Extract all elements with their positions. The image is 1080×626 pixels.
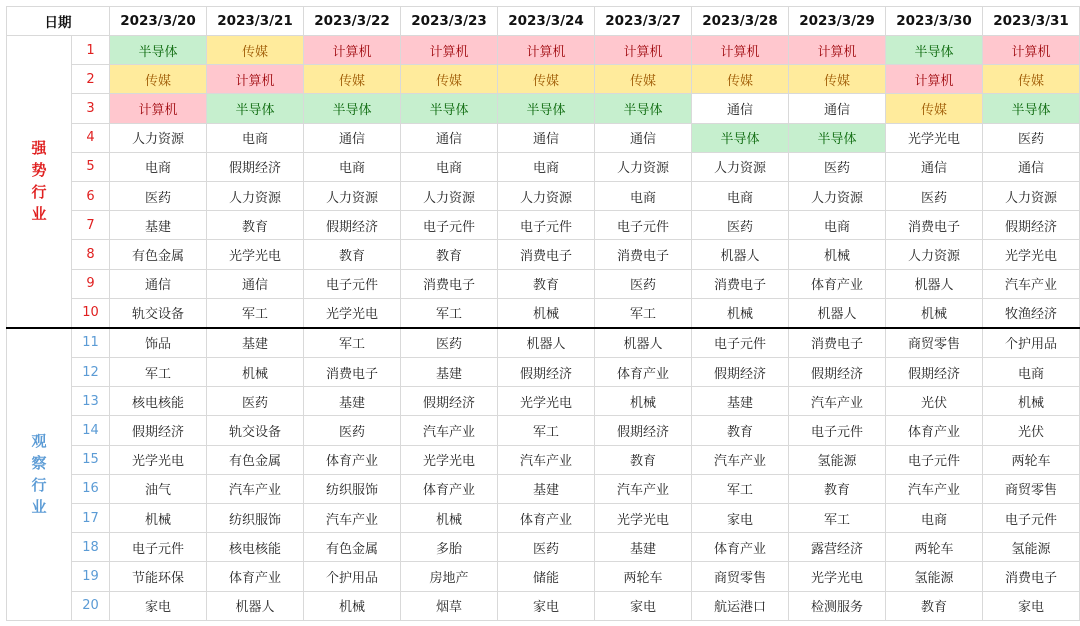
- industry-cell: 医药: [401, 328, 498, 358]
- industry-cell: 通信: [110, 269, 207, 298]
- industry-cell: 电商: [207, 123, 304, 152]
- table-row: [7, 445, 1080, 474]
- industry-cell: 体育产业: [692, 533, 789, 562]
- industry-cell: 人力资源: [692, 152, 789, 181]
- industry-cell: 假期经济: [886, 358, 983, 387]
- industry-cell: 军工: [498, 416, 595, 445]
- industry-cell: 人力资源: [595, 152, 692, 181]
- industry-cell: 电子元件: [983, 504, 1080, 533]
- industry-cell: 计算机: [886, 65, 983, 94]
- rank-cell: 9: [72, 269, 110, 298]
- industry-cell: 电商: [401, 152, 498, 181]
- industry-cell: 氢能源: [886, 562, 983, 591]
- industry-cell: 体育产业: [304, 445, 401, 474]
- industry-cell: 人力资源: [207, 181, 304, 210]
- rank-cell: 18: [72, 533, 110, 562]
- industry-cell: 机器人: [498, 328, 595, 358]
- industry-cell: 假期经济: [401, 387, 498, 416]
- industry-cell: 电子元件: [595, 211, 692, 240]
- industry-cell: 医药: [498, 533, 595, 562]
- date-header: 2023/3/27: [595, 7, 692, 36]
- industry-cell: 军工: [110, 358, 207, 387]
- industry-cell: 机械: [498, 298, 595, 328]
- industry-cell: 航运港口: [692, 591, 789, 620]
- industry-cell: 家电: [595, 591, 692, 620]
- industry-cell: 通信: [207, 269, 304, 298]
- industry-cell: 汽车产业: [789, 387, 886, 416]
- date-header: 2023/3/23: [401, 7, 498, 36]
- industry-cell: 光学光电: [110, 445, 207, 474]
- industry-cell: 消费电子: [886, 211, 983, 240]
- rank-cell: 14: [72, 416, 110, 445]
- industry-cell: 基建: [692, 387, 789, 416]
- industry-cell: 教育: [304, 240, 401, 269]
- industry-cell: 电商: [692, 181, 789, 210]
- industry-cell: 基建: [498, 474, 595, 503]
- industry-cell: 光学光电: [498, 387, 595, 416]
- industry-cell: 牧渔经济: [983, 298, 1080, 328]
- rank-cell: 11: [72, 328, 110, 358]
- industry-cell: 体育产业: [595, 358, 692, 387]
- industry-cell: 商贸零售: [886, 328, 983, 358]
- industry-cell: 消费电子: [304, 358, 401, 387]
- industry-cell: 光学光电: [886, 123, 983, 152]
- table-row: [7, 474, 1080, 503]
- industry-cell: 电商: [983, 358, 1080, 387]
- industry-cell: 光学光电: [789, 562, 886, 591]
- industry-cell: 基建: [304, 387, 401, 416]
- industry-cell: 电商: [886, 504, 983, 533]
- industry-cell: 教育: [595, 445, 692, 474]
- industry-cell: 教育: [207, 211, 304, 240]
- rank-cell: 4: [72, 123, 110, 152]
- industry-cell: 电子元件: [692, 328, 789, 358]
- industry-cell: 计算机: [498, 36, 595, 65]
- industry-cell: 消费电子: [595, 240, 692, 269]
- industry-cell: 人力资源: [110, 123, 207, 152]
- industry-cell: 半导体: [595, 94, 692, 123]
- industry-cell: 氢能源: [789, 445, 886, 474]
- industry-cell: 假期经济: [789, 358, 886, 387]
- industry-cell: 氢能源: [983, 533, 1080, 562]
- industry-cell: 机器人: [595, 328, 692, 358]
- industry-cell: 机械: [207, 358, 304, 387]
- industry-cell: 电商: [304, 152, 401, 181]
- industry-cell: 汽车产业: [498, 445, 595, 474]
- industry-cell: 军工: [304, 328, 401, 358]
- industry-cell: 光伏: [886, 387, 983, 416]
- industry-cell: 医药: [207, 387, 304, 416]
- date-header: 2023/3/22: [304, 7, 401, 36]
- industry-cell: 饰品: [110, 328, 207, 358]
- industry-cell: 体育产业: [207, 562, 304, 591]
- industry-cell: 医药: [595, 269, 692, 298]
- table-row: [7, 328, 1080, 358]
- industry-cell: 机械: [789, 240, 886, 269]
- industry-cell: 基建: [401, 358, 498, 387]
- industry-cell: 节能环保: [110, 562, 207, 591]
- industry-cell: 军工: [789, 504, 886, 533]
- rank-cell: 8: [72, 240, 110, 269]
- industry-cell: 检测服务: [789, 591, 886, 620]
- industry-cell: 人力资源: [498, 181, 595, 210]
- industry-cell: 军工: [692, 474, 789, 503]
- industry-cell: 电商: [110, 152, 207, 181]
- industry-cell: 传媒: [692, 65, 789, 94]
- industry-cell: 传媒: [401, 65, 498, 94]
- date-label: 日期: [7, 7, 110, 36]
- industry-cell: 核电核能: [110, 387, 207, 416]
- industry-cell: 通信: [304, 123, 401, 152]
- industry-cell: 机器人: [886, 269, 983, 298]
- industry-cell: 光学光电: [983, 240, 1080, 269]
- industry-cell: 半导体: [207, 94, 304, 123]
- industry-cell: 医药: [886, 181, 983, 210]
- rank-cell: 17: [72, 504, 110, 533]
- industry-cell: 汽车产业: [983, 269, 1080, 298]
- industry-cell: 医药: [110, 181, 207, 210]
- industry-cell: 汽车产业: [886, 474, 983, 503]
- industry-cell: 半导体: [983, 94, 1080, 123]
- industry-cell: 传媒: [110, 65, 207, 94]
- industry-cell: 机械: [983, 387, 1080, 416]
- industry-cell: 军工: [595, 298, 692, 328]
- table-row: [7, 181, 1080, 210]
- industry-cell: 机器人: [692, 240, 789, 269]
- industry-cell: 传媒: [498, 65, 595, 94]
- industry-cell: 油气: [110, 474, 207, 503]
- industry-cell: 人力资源: [789, 181, 886, 210]
- industry-cell: 假期经济: [498, 358, 595, 387]
- industry-cell: 汽车产业: [207, 474, 304, 503]
- industry-cell: 机器人: [207, 591, 304, 620]
- date-header: 2023/3/30: [886, 7, 983, 36]
- industry-cell: 汽车产业: [692, 445, 789, 474]
- industry-cell: 两轮车: [595, 562, 692, 591]
- industry-cell: 医药: [304, 416, 401, 445]
- industry-cell: 半导体: [304, 94, 401, 123]
- industry-cell: 轨交设备: [207, 416, 304, 445]
- industry-cell: 机器人: [789, 298, 886, 328]
- industry-cell: 家电: [110, 591, 207, 620]
- industry-cell: 假期经济: [692, 358, 789, 387]
- industry-cell: 露营经济: [789, 533, 886, 562]
- industry-cell: 人力资源: [886, 240, 983, 269]
- table-row: [7, 123, 1080, 152]
- table-row: [7, 416, 1080, 445]
- industry-cell: 汽车产业: [304, 504, 401, 533]
- table-body: [7, 36, 1080, 621]
- industry-cell: 消费电子: [401, 269, 498, 298]
- industry-cell: 计算机: [789, 36, 886, 65]
- industry-cell: 家电: [692, 504, 789, 533]
- industry-cell: 假期经济: [110, 416, 207, 445]
- table-row: [7, 504, 1080, 533]
- rank-cell: 7: [72, 211, 110, 240]
- industry-cell: 有色金属: [207, 445, 304, 474]
- industry-cell: 有色金属: [304, 533, 401, 562]
- industry-cell: 多胎: [401, 533, 498, 562]
- date-header: 2023/3/20: [110, 7, 207, 36]
- industry-cell: 光伏: [983, 416, 1080, 445]
- industry-cell: 通信: [692, 94, 789, 123]
- industry-cell: 个护用品: [983, 328, 1080, 358]
- industry-cell: 商贸零售: [692, 562, 789, 591]
- industry-cell: 有色金属: [110, 240, 207, 269]
- industry-cell: 假期经济: [983, 211, 1080, 240]
- industry-cell: 通信: [789, 94, 886, 123]
- industry-cell: 机械: [110, 504, 207, 533]
- industry-cell: 军工: [207, 298, 304, 328]
- rank-cell: 13: [72, 387, 110, 416]
- industry-cell: 基建: [207, 328, 304, 358]
- rank-cell: 3: [72, 94, 110, 123]
- industry-cell: 家电: [498, 591, 595, 620]
- industry-cell: 假期经济: [304, 211, 401, 240]
- strong-industry-label: 强势行业: [7, 36, 72, 328]
- industry-cell: 纺织服饰: [207, 504, 304, 533]
- industry-cell: 机械: [401, 504, 498, 533]
- industry-cell: 计算机: [401, 36, 498, 65]
- industry-cell: 轨交设备: [110, 298, 207, 328]
- industry-cell: 机械: [304, 591, 401, 620]
- table-row: [7, 591, 1080, 620]
- industry-cell: 半导体: [886, 36, 983, 65]
- date-header: 2023/3/31: [983, 7, 1080, 36]
- industry-cell: 电子元件: [110, 533, 207, 562]
- industry-cell: 电商: [789, 211, 886, 240]
- industry-cell: 计算机: [595, 36, 692, 65]
- industry-cell: 体育产业: [498, 504, 595, 533]
- watch-industry-label: 观察行业: [7, 328, 72, 620]
- industry-cell: 机械: [886, 298, 983, 328]
- industry-cell: 传媒: [789, 65, 886, 94]
- header-row: [7, 7, 1080, 36]
- rank-cell: 5: [72, 152, 110, 181]
- industry-cell: 计算机: [207, 65, 304, 94]
- industry-cell: 消费电子: [789, 328, 886, 358]
- industry-cell: 光学光电: [595, 504, 692, 533]
- table-row: [7, 387, 1080, 416]
- industry-cell: 通信: [401, 123, 498, 152]
- industry-cell: 光学光电: [304, 298, 401, 328]
- date-header: 2023/3/21: [207, 7, 304, 36]
- industry-cell: 核电核能: [207, 533, 304, 562]
- industry-cell: 传媒: [595, 65, 692, 94]
- industry-cell: 人力资源: [304, 181, 401, 210]
- date-header: 2023/3/28: [692, 7, 789, 36]
- table-row: [7, 65, 1080, 94]
- industry-cell: 消费电子: [983, 562, 1080, 591]
- industry-cell: 电子元件: [401, 211, 498, 240]
- industry-cell: 通信: [983, 152, 1080, 181]
- industry-cell: 半导体: [789, 123, 886, 152]
- industry-cell: 教育: [886, 591, 983, 620]
- industry-cell: 汽车产业: [595, 474, 692, 503]
- table-row: [7, 152, 1080, 181]
- industry-cell: 教育: [498, 269, 595, 298]
- industry-cell: 假期经济: [595, 416, 692, 445]
- rank-cell: 10: [72, 298, 110, 328]
- table-row: [7, 94, 1080, 123]
- industry-cell: 医药: [789, 152, 886, 181]
- industry-cell: 半导体: [110, 36, 207, 65]
- industry-cell: 通信: [498, 123, 595, 152]
- industry-cell: 体育产业: [401, 474, 498, 503]
- table-row: [7, 562, 1080, 591]
- rank-cell: 1: [72, 36, 110, 65]
- industry-cell: 传媒: [983, 65, 1080, 94]
- industry-cell: 人力资源: [983, 181, 1080, 210]
- rank-cell: 2: [72, 65, 110, 94]
- table-row: [7, 533, 1080, 562]
- industry-cell: 电子元件: [789, 416, 886, 445]
- industry-cell: 计算机: [110, 94, 207, 123]
- industry-cell: 通信: [595, 123, 692, 152]
- industry-cell: 传媒: [207, 36, 304, 65]
- industry-cell: 教育: [789, 474, 886, 503]
- industry-cell: 机械: [692, 298, 789, 328]
- industry-cell: 光学光电: [207, 240, 304, 269]
- industry-cell: 医药: [983, 123, 1080, 152]
- table-row: [7, 358, 1080, 387]
- table-row: [7, 240, 1080, 269]
- industry-cell: 半导体: [692, 123, 789, 152]
- industry-cell: 电子元件: [304, 269, 401, 298]
- industry-cell: 医药: [692, 211, 789, 240]
- table-row: [7, 298, 1080, 328]
- industry-cell: 纺织服饰: [304, 474, 401, 503]
- date-header: 2023/3/24: [498, 7, 595, 36]
- industry-cell: 基建: [595, 533, 692, 562]
- industry-cell: 计算机: [983, 36, 1080, 65]
- rank-cell: 15: [72, 445, 110, 474]
- industry-cell: 传媒: [304, 65, 401, 94]
- industry-cell: 计算机: [304, 36, 401, 65]
- industry-cell: 传媒: [886, 94, 983, 123]
- rank-cell: 6: [72, 181, 110, 210]
- industry-cell: 个护用品: [304, 562, 401, 591]
- industry-cell: 两轮车: [886, 533, 983, 562]
- industry-cell: 汽车产业: [401, 416, 498, 445]
- industry-cell: 消费电子: [692, 269, 789, 298]
- industry-cell: 储能: [498, 562, 595, 591]
- industry-cell: 体育产业: [886, 416, 983, 445]
- industry-cell: 商贸零售: [983, 474, 1080, 503]
- rank-cell: 19: [72, 562, 110, 591]
- industry-cell: 半导体: [401, 94, 498, 123]
- industry-cell: 电商: [595, 181, 692, 210]
- industry-cell: 电子元件: [886, 445, 983, 474]
- rank-cell: 16: [72, 474, 110, 503]
- industry-cell: 基建: [110, 211, 207, 240]
- industry-cell: 教育: [692, 416, 789, 445]
- industry-cell: 半导体: [498, 94, 595, 123]
- table-row: [7, 36, 1080, 65]
- industry-cell: 军工: [401, 298, 498, 328]
- date-header: 2023/3/29: [789, 7, 886, 36]
- rank-cell: 20: [72, 591, 110, 620]
- table-row: [7, 211, 1080, 240]
- industry-cell: 通信: [886, 152, 983, 181]
- rank-cell: 12: [72, 358, 110, 387]
- industry-cell: 人力资源: [401, 181, 498, 210]
- industry-cell: 教育: [401, 240, 498, 269]
- industry-cell: 烟草: [401, 591, 498, 620]
- table-row: [7, 269, 1080, 298]
- industry-cell: 电子元件: [498, 211, 595, 240]
- industry-ranking-table: [6, 6, 1080, 621]
- industry-cell: 电商: [498, 152, 595, 181]
- industry-cell: 家电: [983, 591, 1080, 620]
- industry-cell: 消费电子: [498, 240, 595, 269]
- industry-cell: 房地产: [401, 562, 498, 591]
- industry-cell: 光学光电: [401, 445, 498, 474]
- industry-cell: 体育产业: [789, 269, 886, 298]
- industry-cell: 机械: [595, 387, 692, 416]
- industry-cell: 两轮车: [983, 445, 1080, 474]
- industry-cell: 计算机: [692, 36, 789, 65]
- industry-cell: 假期经济: [207, 152, 304, 181]
